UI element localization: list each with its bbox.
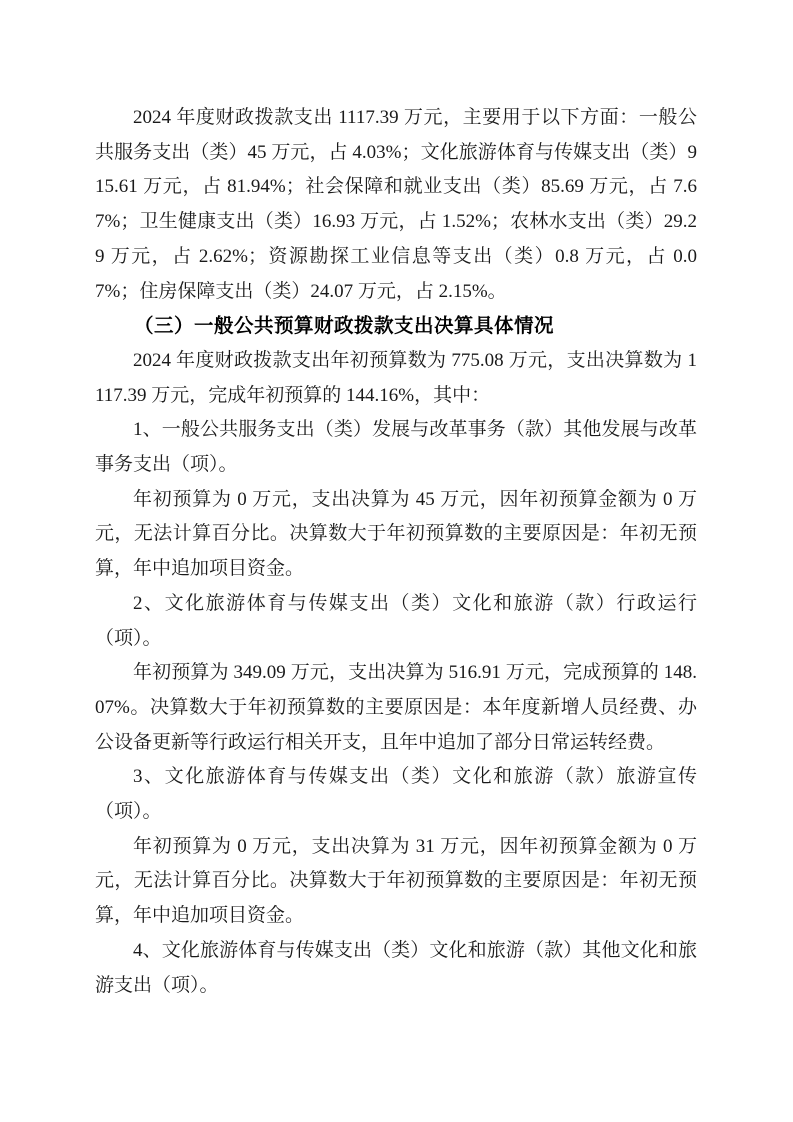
- document-body: [95, 101, 697, 1003]
- paragraph-item4-category: 4、文化旅游体育与传媒支出（类）文化和旅游（款）其他文化和旅游支出（项）。: [95, 939, 697, 996]
- section-heading-budget-final-accounts-details: （三）一般公共预算财政拨款支出决算具体情况: [134, 315, 555, 338]
- paragraph-expenditure-overview: 2024 年度财政拨款支出 1117.39 万元，主要用于以下方面：一般公共服务支出（类）45 万元，占 4.03%；文化旅游体育与传媒支出（类）915.61 万元，占 81.94%；社会保障和就业支出（类）85.69 万元，占 7.67%；卫生健康支出（类）16.93 万元，占 1.52%；农林水支出（类）29.29 万元，占 2.62%；资源勘探工业信息等支出（类）0.8 万元，占 0.07%；住房保障支出（类）24.07 万元，占 2.15%。: [95, 107, 697, 302]
- paragraph-item1-category: 1、一般公共服务支出（类）发展与改革事务（款）其他发展与改革事务支出（项）。: [95, 419, 697, 476]
- paragraph-item2-category: 2、文化旅游体育与传媒支出（类）文化和旅游（款）行政运行（项）。: [95, 592, 697, 649]
- paragraph-item1-explanation: 年初预算为 0 万元，支出决算为 45 万元，因年初预算金额为 0 万元，无法计算百分比。决算数大于年初预算数的主要原因是：年初无预算，年中追加项目资金。: [95, 488, 697, 580]
- paragraph-item3-explanation: 年初预算为 0 万元，支出决算为 31 万元，因年初预算金额为 0 万元，无法计算百分比。决算数大于年初预算数的主要原因是：年初无预算，年中追加项目资金。: [95, 835, 697, 927]
- paragraph-budget-completion-summary: 2024 年度财政拨款支出年初预算数为 775.08 万元，支出决算数为 1117.39 万元，完成年初预算的 144.16%，其中：: [95, 349, 697, 406]
- paragraph-item2-explanation: 年初预算为 349.09 万元，支出决算为 516.91 万元，完成预算的 148.07%。决算数大于年初预算数的主要原因是：本年度新增人员经费、办公设备更新等行政运行相关开支，且年中追加了部分日常运转经费。: [95, 662, 697, 753]
- paragraph-item3-category: 3、文化旅游体育与传媒支出（类）文化和旅游（款）旅游宣传（项）。: [95, 766, 697, 823]
